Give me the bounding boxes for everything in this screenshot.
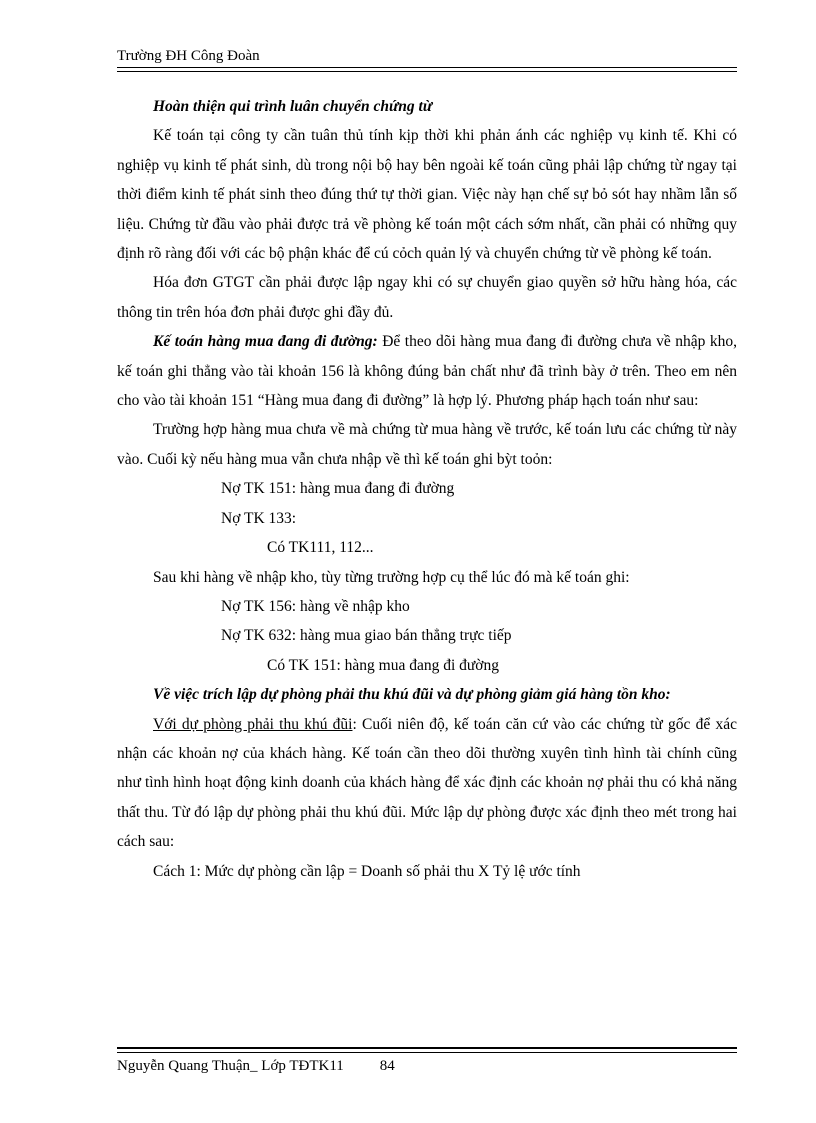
journal-entry: Nợ TK 133: bbox=[221, 509, 297, 527]
paragraph: Sau khi hàng về nhập kho, tùy từng trường hợp cụ thể lúc đó mà kế toán ghi: bbox=[153, 568, 630, 586]
paragraph: Cách 1: Mức dự phòng cần lập = Doanh số phải thu X Tỷ lệ ước tính bbox=[153, 862, 581, 880]
page-number: 84 bbox=[379, 1058, 395, 1074]
journal-entry: Nợ TK 156: hàng về nhập kho bbox=[221, 597, 410, 615]
section-heading-provisions: Về việc trích lập dự phòng phải thu khú đũi và dự phòng giảm giá hàng tồn kho: bbox=[153, 686, 671, 704]
paragraph: Kế toán tại công ty cần tuân thủ tính kịp thời khi phản ánh các nghiệp vụ kinh tế. Khi có nghiệp vụ kinh tế phát sinh, dù trong nội bộ hay bên ngoài kế toán cũng phải lập chứng từ ngay tại thời điểm kinh tế phát sinh theo đúng thứ tự thời gian. Việc này hạn chế sự bỏ sót hay nhầm lẫn số liệu. Chứng từ đầu vào phải được trả về phòng kế toán một cách sớm nhất, cần phải có những quy định rõ ràng đối với các bộ phận khác để cú cỏch quản lý và chuyển chứng từ về phòng kế toán. bbox=[117, 127, 737, 263]
header-rule bbox=[117, 67, 737, 72]
paragraph-goods-in-transit bbox=[117, 327, 737, 415]
paragraph: Trường hợp hàng mua chưa về mà chứng từ mua hàng về trước, kế toán lưu các chứng từ này vào. Cuối kỳ nếu hàng mua vẫn chưa nhập về thì kế toán ghi bỳt toỏn: bbox=[117, 421, 737, 468]
document-body bbox=[117, 92, 737, 886]
journal-entry: Có TK111, 112... bbox=[267, 539, 374, 557]
footer-rule bbox=[117, 1047, 737, 1053]
page-footer bbox=[117, 1058, 395, 1075]
page-header: Trường ĐH Công Đoàn bbox=[117, 48, 260, 64]
journal-entry: Có TK 151: hàng mua đang đi đường bbox=[267, 656, 500, 674]
journal-entry: Nợ TK 151: hàng mua đang đi đường bbox=[221, 480, 455, 498]
paragraph-bad-debt-provision bbox=[117, 710, 737, 857]
paragraph-text: Để theo dõi hàng mua đang đi đường chưa về nhập kho, kế toán ghi thẳng vào tài khoản 156 là không đúng bản chất như đã trình bày ở trên. Theo em nên cho vào tài khoản 151 “Hàng mua đang đi đường” là hợp lý. Phương pháp hạch toán như sau: bbox=[117, 333, 738, 410]
paragraph: Hóa đơn GTGT cần phải được lập ngay khi có sự chuyển giao quyền sở hữu hàng hóa, các thông tin trên hóa đơn phải được ghi đầy đủ. bbox=[117, 274, 737, 321]
inline-heading-goods-in-transit: Kế toán hàng mua đang đi đường: bbox=[153, 333, 378, 351]
paragraph-text: : Cuối niên độ, kế toán căn cứ vào các chứng từ gốc để xác nhận các khoản nợ của khách hàng. Kế toán cần theo dõi thường xuyên tình hình tài chính cũng như tình hình hoạt động kinh doanh của khách hàng để xác định các khoản nợ phải thu có khả năng thất thu. Từ đó lập dự phòng phải thu khú đũi. Mức lập dự phòng được xác định theo mét trong hai cách sau: bbox=[117, 715, 737, 851]
underlined-label: Với dự phòng phải thu khú đũi bbox=[153, 715, 353, 733]
journal-entry: Nợ TK 632: hàng mua giao bán thẳng trực tiếp bbox=[221, 627, 512, 645]
footer-author: Nguyễn Quang Thuận_ Lớp TĐTK11 bbox=[117, 1058, 344, 1074]
section-heading-document-flow: Hoàn thiện qui trình luân chuyển chứng từ bbox=[153, 98, 433, 115]
